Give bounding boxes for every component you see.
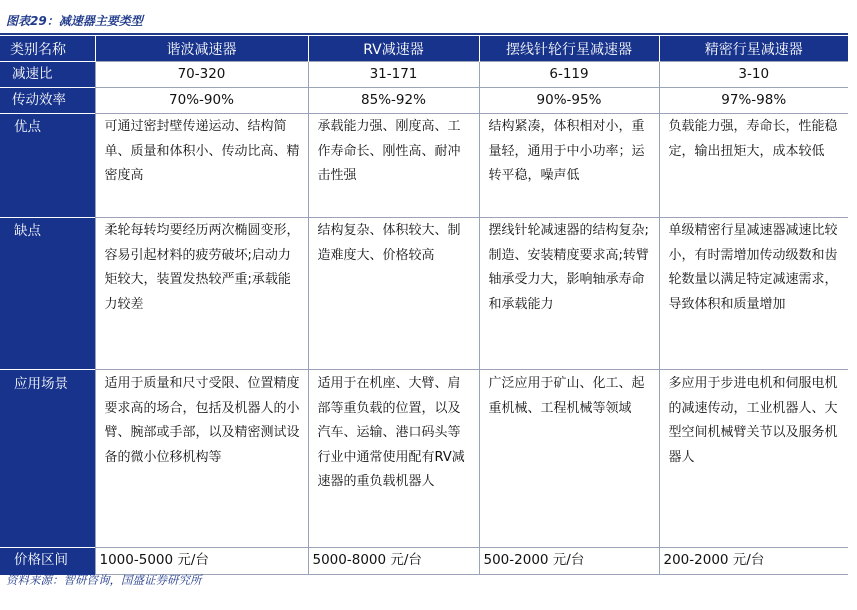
table-cell: 柔轮每转均要经历两次椭圆变形，容易引起材料的疲劳破坏;启动力矩较大，装置发热较严重;承载能力较差 <box>95 218 308 370</box>
table-cell: 广泛应用于矿山、化工、起重机械、工程机械等领域 <box>479 370 659 548</box>
table-cell: 负载能力强，寿命长，性能稳定，输出扭矩大，成本较低 <box>659 114 848 218</box>
table-cell: 摆线针轮减速器的结构复杂;制造、安装精度要求高;转臂轴承受力大，影响轴承寿命和承载能力 <box>479 218 659 370</box>
table-cell: 70-320 <box>95 62 308 88</box>
table-row <box>0 62 848 88</box>
table-cell: 适用于质量和尺寸受限、位置精度要求高的场合，包括及机器人的小臂、腕部或手部，以及精密测试设备的微小位移机构等 <box>95 370 308 548</box>
caption-divider <box>0 33 848 35</box>
row-header: 减速比 <box>0 62 95 88</box>
row-header: 价格区间 <box>0 548 95 575</box>
table-cell: 97%-98% <box>659 88 848 114</box>
column-header: 谐波减速器 <box>95 36 308 62</box>
column-header: 精密行星减速器 <box>659 36 848 62</box>
table-cell: 5000-8000 元/台 <box>308 548 479 575</box>
column-header: RV减速器 <box>308 36 479 62</box>
table-cell: 可通过密封壁传递运动、结构简单、质量和体积小、传动比高、精密度高 <box>95 114 308 218</box>
table-cell: 200-2000 元/台 <box>659 548 848 575</box>
table-cell: 多应用于步进电机和伺服电机的减速传动，工业机器人、大型空间机械臂关节以及服务机器人 <box>659 370 848 548</box>
table-row <box>0 88 848 114</box>
table-cell: 结构复杂、体积较大、制造难度大、价格较高 <box>308 218 479 370</box>
table-cell: 70%-90% <box>95 88 308 114</box>
table-cell: 500-2000 元/台 <box>479 548 659 575</box>
source-note: 资料来源：智研咨询，国盛证券研究所 <box>6 573 202 587</box>
table-row <box>0 370 848 548</box>
table-row <box>0 548 848 575</box>
column-header: 摆线针轮行星减速器 <box>479 36 659 62</box>
reducer-comparison-table <box>0 36 848 575</box>
table-cell: 1000-5000 元/台 <box>95 548 308 575</box>
table-cell: 6-119 <box>479 62 659 88</box>
row-header: 优点 <box>0 114 95 218</box>
table-row <box>0 218 848 370</box>
table-cell: 31-171 <box>308 62 479 88</box>
table-cell: 承载能力强、刚度高、工作寿命长、刚性高、耐冲击性强 <box>308 114 479 218</box>
table-header-row <box>0 36 848 62</box>
column-header: 类别名称 <box>0 36 95 62</box>
row-header: 传动效率 <box>0 88 95 114</box>
table-cell: 85%-92% <box>308 88 479 114</box>
figure-caption: 图表29：减速器主要类型 <box>6 14 143 28</box>
table-cell: 3-10 <box>659 62 848 88</box>
table-cell: 结构紧凑，体积相对小，重量轻，通用于中小功率；运转平稳，噪声低 <box>479 114 659 218</box>
table-row <box>0 114 848 218</box>
table-cell: 90%-95% <box>479 88 659 114</box>
table-cell: 适用于在机座、大臂、肩部等重负载的位置，以及汽车、运输、港口码头等行业中通常使用配有RV减速器的重负载机器人 <box>308 370 479 548</box>
row-header: 应用场景 <box>0 370 95 548</box>
table-cell: 单级精密行星减速器减速比较小，有时需增加传动级数和齿轮数量以满足特定减速需求，导致体积和质量增加 <box>659 218 848 370</box>
row-header: 缺点 <box>0 218 95 370</box>
